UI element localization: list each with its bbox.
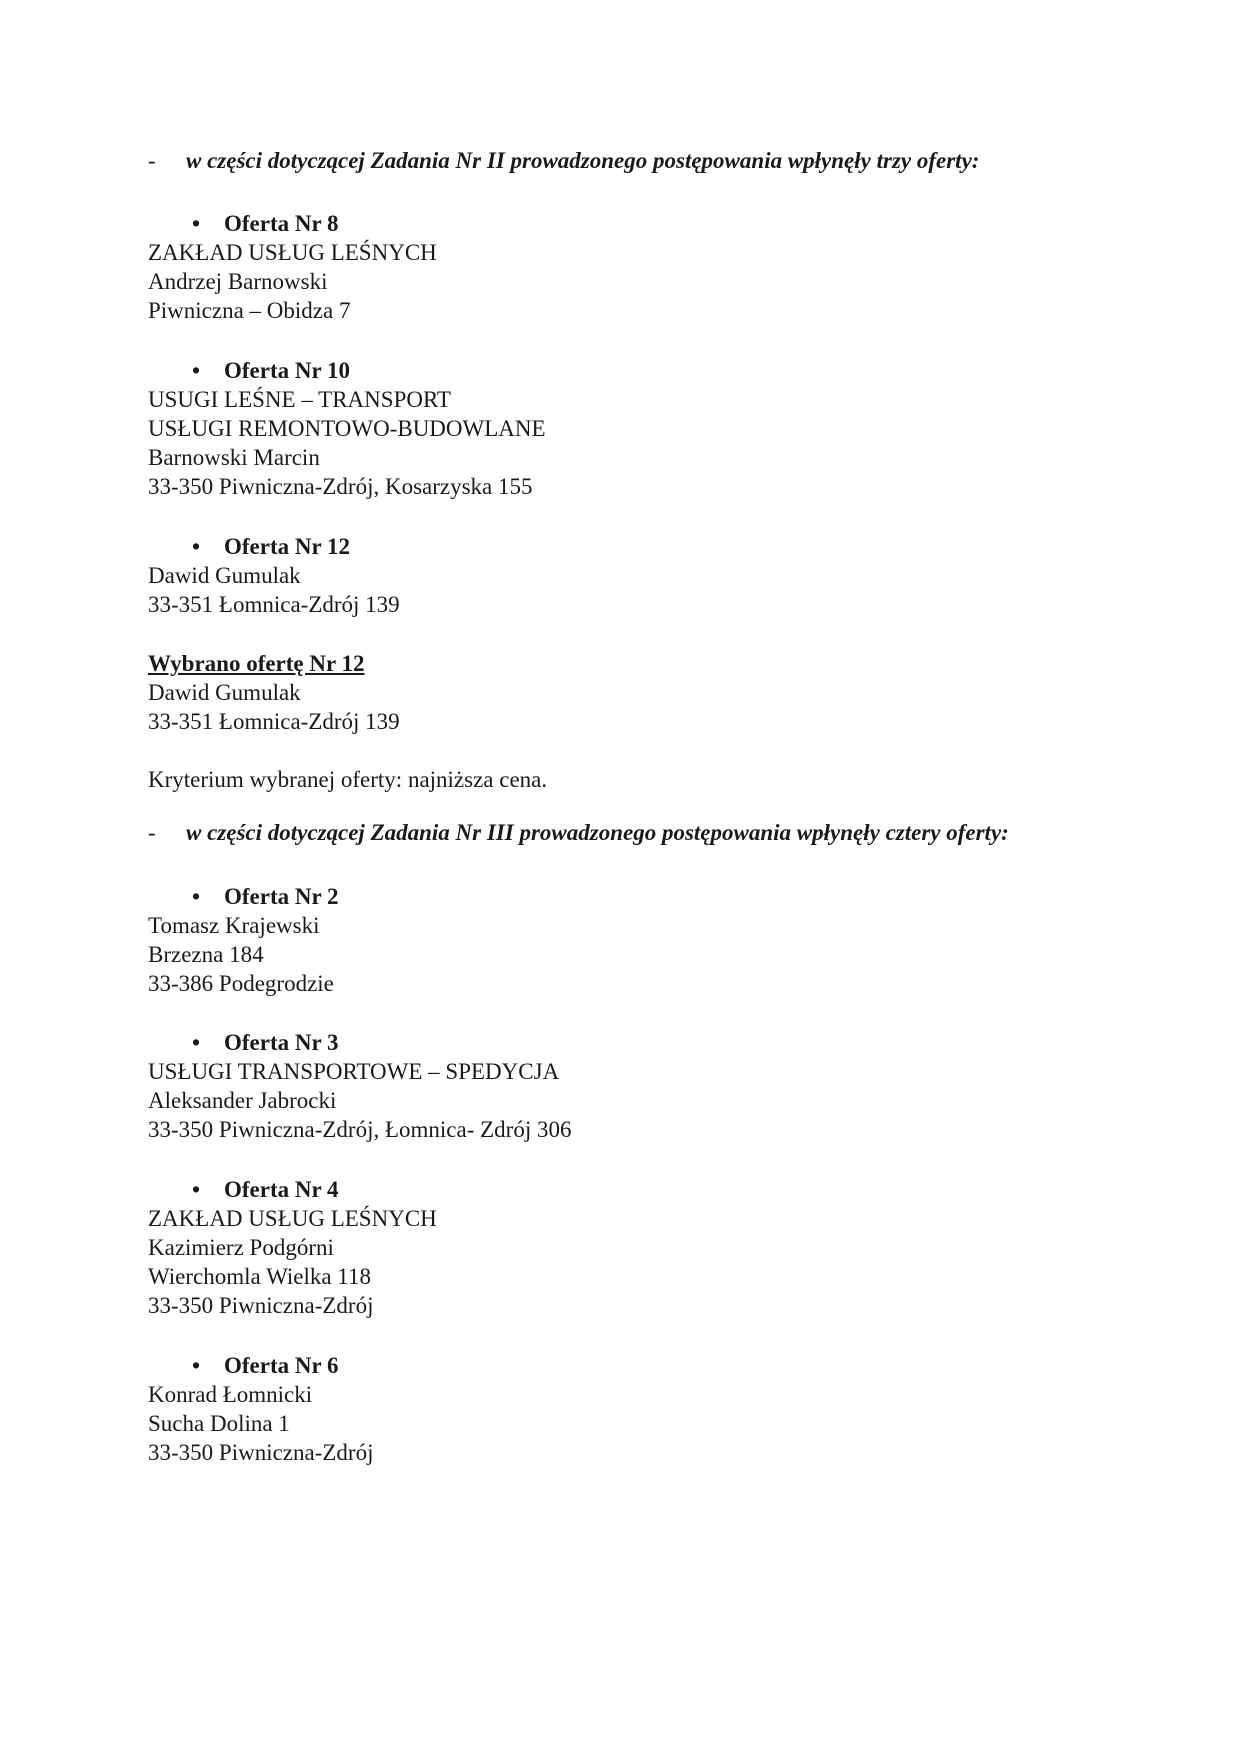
offer-title-text: Oferta Nr 6 (224, 1353, 339, 1378)
bullet-icon: • (192, 884, 201, 909)
offer-12 (148, 532, 400, 619)
winner-block (148, 649, 400, 736)
offer-line: 33-386 Podegrodzie (148, 971, 334, 996)
offer-line: ZAKŁAD USŁUG LEŚNYCH (148, 1206, 437, 1231)
offer-line: Brzezna 184 (148, 942, 264, 967)
offer-title-text: Oferta Nr 10 (224, 358, 351, 383)
bullet-icon: • (192, 1030, 201, 1055)
task2-heading-text: w części dotyczącej Zadania Nr II prowadzonego postępowania wpłynęły trzy oferty: (186, 148, 980, 173)
winner-line: 33-351 Łomnica-Zdrój 139 (148, 709, 400, 734)
offer-line: Piwniczna – Obidza 7 (148, 298, 351, 323)
offer-line: Barnowski Marcin (148, 445, 320, 470)
offer-title (148, 882, 339, 911)
task2-dash: - (148, 148, 156, 173)
task3-heading-text: w części dotyczącej Zadania Nr III prowadzonego postępowania wpłynęły cztery oferty: (186, 820, 1009, 845)
offer-3 (148, 1028, 571, 1144)
winner-title: Wybrano ofertę Nr 12 (148, 651, 365, 676)
offer-title (148, 532, 400, 561)
offer-line: 33-350 Piwniczna-Zdrój (148, 1440, 374, 1465)
offer-title-text: Oferta Nr 8 (224, 211, 339, 236)
offer-line: USŁUGI TRANSPORTOWE – SPEDYCJA (148, 1059, 560, 1084)
offer-10 (148, 356, 546, 501)
offer-2 (148, 882, 339, 998)
offer-line: Dawid Gumulak (148, 563, 301, 588)
offer-8 (148, 209, 437, 325)
offer-4 (148, 1175, 437, 1320)
offer-title-text: Oferta Nr 12 (224, 534, 351, 559)
offer-title (148, 1175, 437, 1204)
offer-line: USUGI LEŚNE – TRANSPORT (148, 387, 451, 412)
task2-heading (148, 148, 979, 174)
offer-title-text: Oferta Nr 4 (224, 1177, 339, 1202)
offer-line: Sucha Dolina 1 (148, 1411, 290, 1436)
bullet-icon: • (192, 534, 201, 559)
offer-line: Kazimierz Podgórni (148, 1235, 334, 1260)
task3-dash: - (148, 820, 156, 845)
offer-title-text: Oferta Nr 3 (224, 1030, 339, 1055)
task3-heading (148, 820, 1009, 846)
offer-line: 33-350 Piwniczna-Zdrój (148, 1293, 374, 1318)
offer-line: Andrzej Barnowski (148, 269, 328, 294)
offer-title (148, 1351, 373, 1380)
offer-line: 33-350 Piwniczna-Zdrój, Kosarzyska 155 (148, 474, 533, 499)
offer-line: USŁUGI REMONTOWO-BUDOWLANE (148, 416, 546, 441)
offer-line: Aleksander Jabrocki (148, 1088, 337, 1113)
offer-line: Wierchomla Wielka 118 (148, 1264, 371, 1289)
bullet-icon: • (192, 358, 201, 383)
offer-title (148, 209, 437, 238)
offer-line: 33-351 Łomnica-Zdrój 139 (148, 592, 400, 617)
offer-line: 33-350 Piwniczna-Zdrój, Łomnica- Zdrój 306 (148, 1117, 572, 1142)
offer-line: Konrad Łomnicki (148, 1382, 313, 1407)
offer-6 (148, 1351, 373, 1467)
offer-line: Tomasz Krajewski (148, 913, 320, 938)
offer-line: ZAKŁAD USŁUG LEŚNYCH (148, 240, 437, 265)
offer-title (148, 356, 546, 385)
criterion-text: Kryterium wybranej oferty: najniższa cena. (148, 767, 548, 792)
winner-line: Dawid Gumulak (148, 680, 301, 705)
bullet-icon: • (192, 211, 201, 236)
offer-title (148, 1028, 571, 1057)
bullet-icon: • (192, 1177, 201, 1202)
bullet-icon: • (192, 1353, 201, 1378)
offer-title-text: Oferta Nr 2 (224, 884, 339, 909)
